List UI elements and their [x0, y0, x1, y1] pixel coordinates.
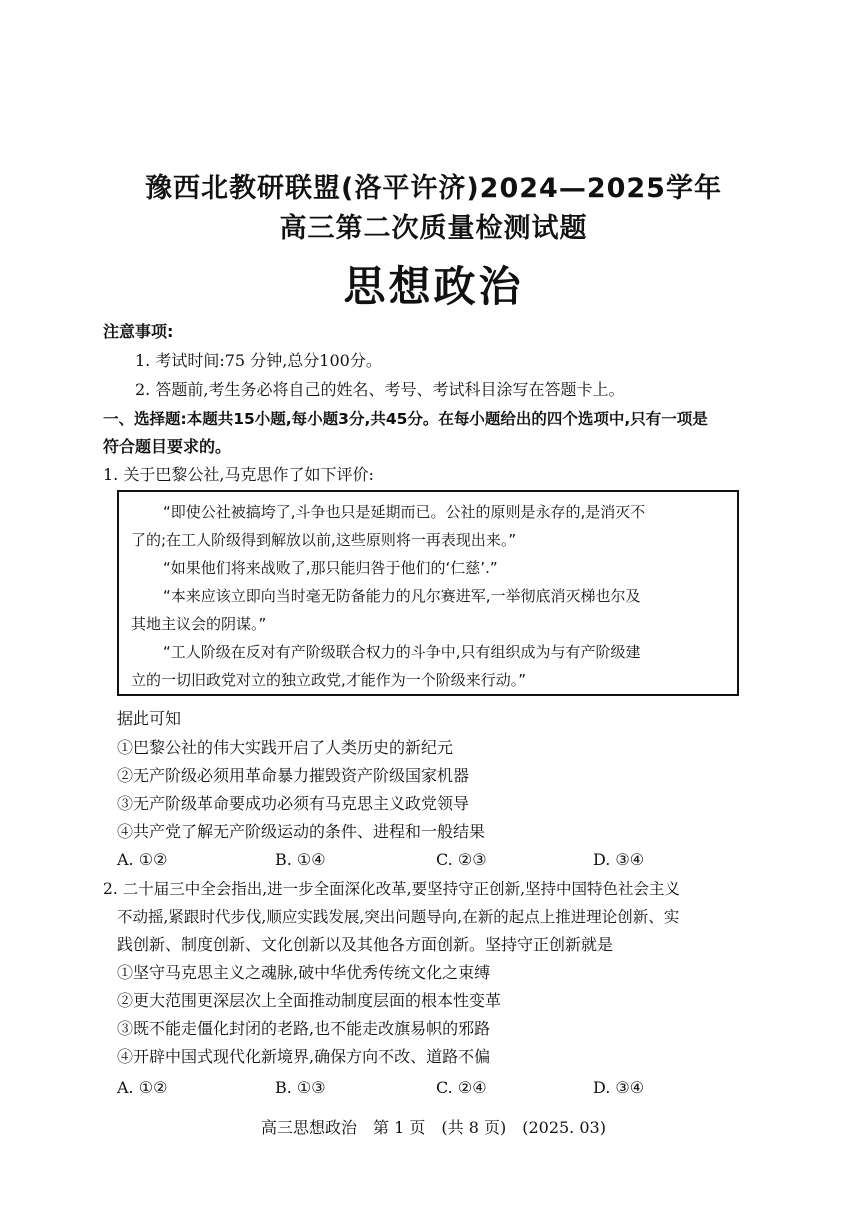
notice-heading: 注意事项: — [103, 322, 174, 341]
quote-line: “本来应该立即向当时毫无防备能力的凡尔赛进军,一举彻底消灭梯也尔及 — [163, 587, 641, 605]
question-1-option-a[interactable]: A. ①② — [117, 850, 168, 869]
question-2-statement: ③既不能走僵化封闭的老路,也不能走改旗易帜的邪路 — [117, 1019, 491, 1038]
quote-line: 其地主议会的阴谋。” — [131, 615, 267, 633]
question-1-stem: 1. 关于巴黎公社,马克思作了如下评价: — [103, 465, 374, 484]
quote-line: “工人阶级在反对有产阶级联合权力的斗争中,只有组织成为与有产阶级建 — [163, 643, 641, 661]
page-footer: 高三思想政治 第 1 页 (共 8 页) (2025. 03) — [261, 1118, 606, 1137]
question-2-option-d[interactable]: D. ③④ — [593, 1078, 645, 1097]
quote-line: “如果他们将来战败了,那只能归咎于他们的‘仁慈’.” — [163, 559, 498, 577]
question-2-option-b[interactable]: B. ①③ — [275, 1078, 326, 1097]
quote-line: 了的;在工人阶级得到解放以前,这些原则将一再表现出来。” — [131, 531, 517, 549]
quote-box — [117, 490, 739, 696]
exam-title-line1: 豫西北教研联盟(洛平许济)2024—2025学年 — [145, 173, 722, 204]
question-2-statement: ①坚守马克思主义之魂脉,破中华优秀传统文化之束缚 — [117, 963, 491, 982]
quote-line: “即使公社被搞垮了,斗争也只是延期而已。公社的原则是永存的,是消灭不 — [163, 503, 646, 521]
subject-title: 思想政治 — [343, 262, 524, 311]
question-1-lead: 据此可知 — [117, 709, 182, 728]
question-1-statement: ③无产阶级革命要成功必须有马克思主义政党领导 — [117, 794, 470, 813]
section-heading-line2: 符合题目要求的。 — [103, 437, 232, 456]
section-heading-line1: 一、选择题:本题共15小题,每小题3分,共45分。在每小题给出的四个选项中,只有一项是 — [103, 410, 708, 428]
question-1-statement: ②无产阶级必须用革命暴力摧毁资产阶级国家机器 — [117, 766, 470, 785]
question-2-option-a[interactable]: A. ①② — [117, 1078, 168, 1097]
question-2-statement: ②更大范围更深层次上全面推动制度层面的根本性变革 — [117, 991, 502, 1010]
question-2-stem-line: 2. 二十届三中全会指出,进一步全面深化改革,要坚持守正创新,坚持中国特色社会主义 — [103, 880, 680, 898]
question-1-option-c[interactable]: C. ②③ — [436, 850, 487, 869]
question-1-option-b[interactable]: B. ①④ — [275, 850, 326, 869]
question-1-statement: ④共产党了解无产阶级运动的条件、进程和一般结果 — [117, 822, 486, 841]
question-2-statement: ④开辟中国式现代化新境界,确保方向不改、道路不偏 — [117, 1047, 491, 1066]
exam-title-line2: 高三第二次质量检测试题 — [279, 213, 588, 244]
notice-item: 2. 答题前,考生务必将自己的姓名、考号、考试科目涂写在答题卡上。 — [135, 380, 625, 399]
question-2-stem-line: 不动摇,紧跟时代步伐,顺应实践发展,突出问题导向,在新的起点上推进理论创新、实 — [117, 908, 680, 926]
question-1-statement: ①巴黎公社的伟大实践开启了人类历史的新纪元 — [117, 738, 454, 757]
question-2-stem-line: 践创新、制度创新、文化创新以及其他各方面创新。坚持守正创新就是 — [117, 935, 614, 954]
question-2-option-c[interactable]: C. ②④ — [436, 1078, 487, 1097]
notice-item: 1. 考试时间:75 分钟,总分100分。 — [135, 351, 382, 370]
quote-line: 立的一切旧政党对立的独立政党,才能作为一个阶级来行动。” — [131, 671, 527, 689]
question-1-option-d[interactable]: D. ③④ — [593, 850, 645, 869]
